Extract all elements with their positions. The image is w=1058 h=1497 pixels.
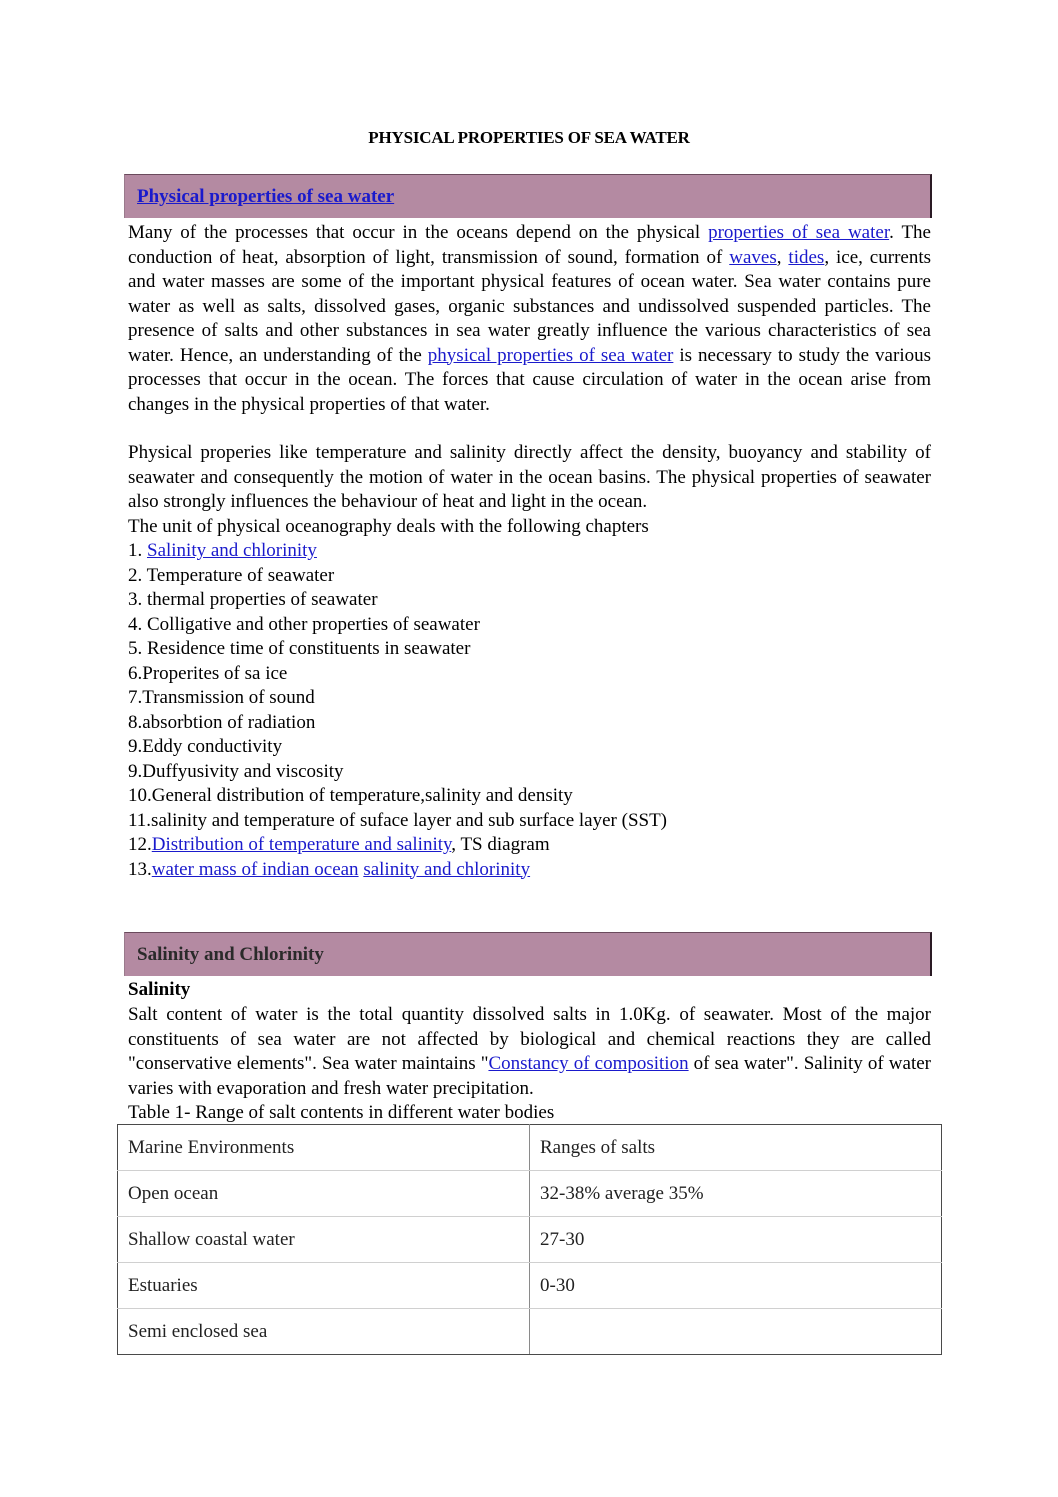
list-intro: The unit of physical oceanography deals with the following chapters bbox=[128, 515, 649, 537]
distribution-of-temperature-and-salinity-link[interactable]: Distribution of temperature and salinity bbox=[151, 834, 452, 855]
salinity-subheading: Salinity bbox=[128, 979, 191, 1000]
text: Many of the processes that occur in the oceans depend on the physical bbox=[128, 222, 709, 243]
section-heading-link[interactable]: Physical properties of sea water bbox=[137, 186, 395, 207]
text: , ice, currents and water masses are some of the important physical features of ocean water. Sea water contains pure water as well as salts, dissolved gases, organic substances and undissolved suspended particles. The presence of salts and other substances in sea water greatly influence the various characteristics of sea water. Hence, an understanding of the bbox=[128, 246, 932, 366]
table-cell: 32-38% average 35% bbox=[530, 1171, 942, 1217]
section-heading: Salinity and Chlorinity bbox=[137, 944, 324, 965]
list-item: 10.General distribution of temperature,salinity and density bbox=[128, 785, 573, 806]
table-row bbox=[118, 1217, 942, 1263]
properties-of-sea-water-link[interactable]: properties of sea water bbox=[708, 222, 890, 243]
text: . The conduction of heat, absorption of light, transmission of sound, formation of bbox=[128, 222, 931, 268]
table-cell: Shallow coastal water bbox=[118, 1217, 530, 1263]
list-item-suffix: , TS diagram bbox=[451, 834, 550, 855]
list-item: 11.salinity and temperature of suface layer and sub surface layer (SST) bbox=[128, 809, 668, 831]
water-mass-of-indian-ocean-link[interactable]: water mass of indian ocean bbox=[151, 858, 359, 880]
column-header: Marine Environments bbox=[118, 1125, 530, 1171]
waves-link[interactable]: waves bbox=[729, 246, 777, 268]
text: Salt content of water is the total quantity dissolved salts in 1.0Kg. of seawater. Most of the major constituents of sea water are not affected by biological and chemical reactions they are called "conservative elements". Sea water maintains " bbox=[128, 1004, 931, 1074]
column-header: Ranges of salts bbox=[530, 1125, 942, 1171]
constancy-of-composition-link[interactable]: Constancy of composition bbox=[488, 1053, 689, 1074]
list-item-number: 12. bbox=[128, 834, 152, 855]
list-item bbox=[128, 858, 931, 883]
list-item: 3. thermal properties of seawater bbox=[128, 589, 378, 610]
salinity-and-chlorinity-link[interactable]: Salinity and chlorinity bbox=[147, 540, 317, 561]
properties-paragraph bbox=[128, 441, 931, 515]
page-title: PHYSICAL PROPERTIES OF SEA WATER bbox=[368, 128, 690, 147]
table-row bbox=[118, 1171, 942, 1217]
salinity-and-chlorinity-link-2[interactable]: salinity and chlorinity bbox=[363, 858, 531, 880]
chapter-list bbox=[128, 515, 931, 882]
physical-properties-of-sea-water-link[interactable]: physical properties of sea water bbox=[427, 344, 674, 366]
list-item: 2. Temperature of seawater bbox=[128, 564, 335, 586]
table-header-row bbox=[118, 1125, 942, 1171]
list-item: 9.Eddy conductivity bbox=[128, 736, 283, 757]
salinity-paragraph bbox=[128, 1003, 931, 1126]
text: of sea water". Salinity of water varies with evaporation and fresh water precipitation. bbox=[128, 1053, 931, 1099]
tides-link[interactable]: tides bbox=[788, 246, 825, 268]
table-cell: Semi enclosed sea bbox=[118, 1309, 530, 1355]
table-caption: Table 1- Range of salt contents in different water bodies bbox=[128, 1102, 555, 1123]
section-header-physical-properties bbox=[124, 174, 932, 218]
table-cell: 27-30 bbox=[530, 1217, 942, 1263]
list-item: 4. Colligative and other properties of seawater bbox=[128, 613, 480, 635]
list-item bbox=[128, 539, 931, 564]
table-cell: 0-30 bbox=[530, 1263, 942, 1309]
list-item: 8.absorbtion of radiation bbox=[128, 711, 316, 733]
table-cell: Estuaries bbox=[118, 1263, 530, 1309]
text: Physical properies like temperature and salinity directly affect the density, buoyancy and stability of seawater and consequently the motion of water in the ocean basins. The physical properties of seawater also strongly influences the behaviour of heat and light in the ocean. bbox=[128, 442, 931, 512]
text: is necessary to study the various processes that occur in the ocean. The forces that cause circulation of water in the ocean arise from changes in the physical properties of that water. bbox=[128, 344, 931, 415]
list-item-number: 1. bbox=[128, 540, 147, 561]
list-item bbox=[128, 833, 931, 858]
table-cell: Open ocean bbox=[118, 1171, 530, 1217]
section-header-salinity-chlorinity bbox=[124, 932, 932, 976]
salt-range-table bbox=[117, 1124, 942, 1355]
list-item: 6.Properites of sa ice bbox=[128, 662, 288, 684]
table-cell bbox=[530, 1309, 942, 1355]
text: , bbox=[776, 246, 789, 268]
table-row bbox=[118, 1263, 942, 1309]
list-item: 9.Duffyusivity and viscosity bbox=[128, 760, 344, 782]
list-item: 5. Residence time of constituents in seawater bbox=[128, 638, 471, 659]
list-item-number: 13. bbox=[128, 858, 152, 880]
intro-paragraph bbox=[128, 221, 931, 417]
list-item: 7.Transmission of sound bbox=[128, 687, 315, 708]
table-row bbox=[118, 1309, 942, 1355]
